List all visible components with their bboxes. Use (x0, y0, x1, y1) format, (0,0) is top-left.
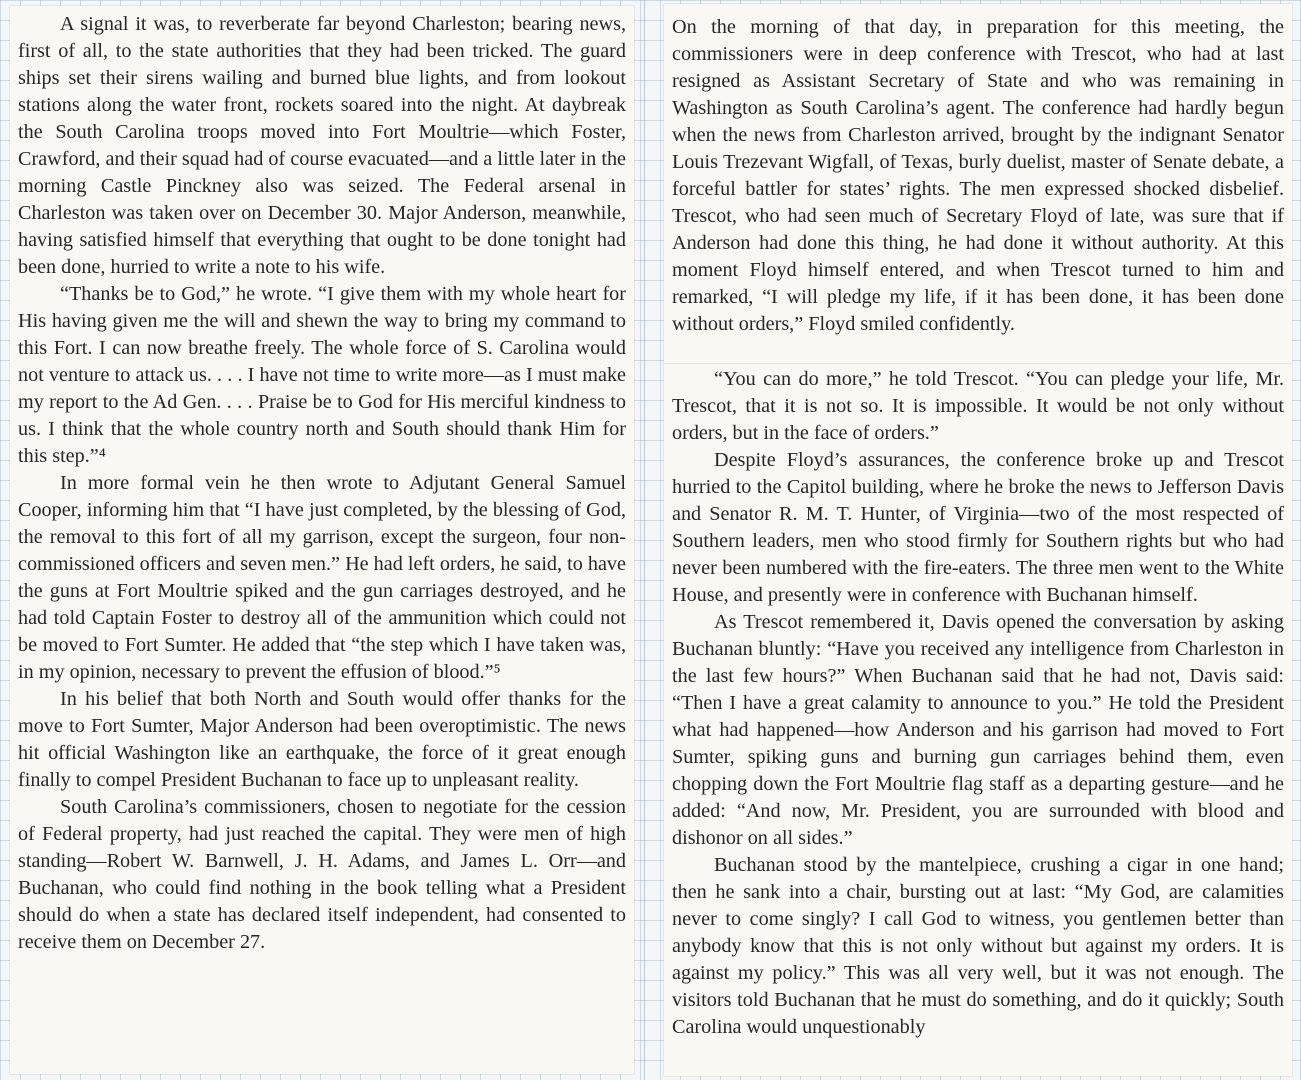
left-text-clipping (10, 6, 634, 1074)
right-top-column-text (672, 14, 1284, 338)
right-bottom-column-text (672, 366, 1284, 1041)
paragraph-adjutant-report: In more formal vein he then wrote to Adjutant General Samuel Cooper, informing him that “I have just completed, by the blessing of God, the removal to this fort of all my garrison, except the surgeon, four non-commissioned officers and seven men.” He had left orders, he said, to have the guns at Fort Moultrie spiked and the gun carriages destroyed, and he had told Captain Foster to destroy all of the ammunition which could not be moved to Fort Sumter. He added that “the step which I have taken was, in my opinion, necessary to prevent the effusion of blood.”⁵ (18, 472, 626, 683)
paragraph-buchanan-reaction: Buchanan stood by the mantelpiece, crushing a cigar in one hand; then he sank into a chair, bursting out at last: “My God, are calamities never to come singly? I call God to witness, you gentlemen better than anybody know that this is not only without but against my orders. It is against my policy.” This was all very well, but it was not enough. The visitors told Buchanan that he must do something, and do it quickly; South Carolina would unquestionably (672, 854, 1284, 1038)
paragraph-floyd-reply: “You can do more,” he told Trescot. “You can pledge your life, Mr. Trescot, that it is not so. It is impossible. It would be not only without orders, but in the face of orders.” (672, 368, 1284, 444)
left-column-text (18, 11, 626, 956)
paragraph-capitol: Despite Floyd’s assurances, the conference broke up and Trescot hurried to the Capitol building, where he broke the news to Jefferson Davis and Senator R. M. T. Hunter, of Virginia—two of the most respected of Southern leaders, men who stood firmly for Southern rights but who had never been numbered with the fire-eaters. The three men went to the White House, and presently were in conference with Buchanan himself. (672, 449, 1284, 606)
paragraph-overoptimistic: In his belief that both North and South would offer thanks for the move to Fort Sumter, Major Anderson had been overoptimistic. The news hit official Washington like an earthquake, the force of it great enough finally to compel President Buchanan to face up to unpleasant reality. (18, 688, 626, 791)
right-top-text-clipping (664, 4, 1292, 364)
notebook-gutter-line (644, 0, 645, 1080)
paragraph-davis-conversation: As Trescot remembered it, Davis opened the conversation by asking Buchanan bluntly: “Have you received any intelligence from Charleston in the last few hours?” When Buchanan said that he had not, Davis said: “Then I have a great calamity to announce to you.” He told the President what had happened—how Anderson and his garrison had moved to Fort Sumter, spiking guns and burning gun carriages behind them, even chopping down the Fort Moultrie flag staff as a departing gesture—and he added: “And now, Mr. President, you are surrounded with blood and dishonor on all sides.” (672, 611, 1284, 849)
paragraph-thanks-letter: “Thanks be to God,” he wrote. “I give them with my whole heart for His having given me the will and shewn the way to bring my command to this Fort. I can now breathe freely. The whole force of S. Carolina would not venture to attack us. . . . I have not time to write more—as I must make my report to the Ad Gen. . . . Praise be to God for His merciful kindness to us. I think that the whole country north and South should thank Him for this step.”⁴ (18, 283, 626, 467)
paragraph-morning-conference: On the morning of that day, in preparation for this meeting, the commissioners were in deep conference with Trescot, who had at last resigned as Assistant Secretary of State and who was remaining in Washington as South Carolina’s agent. The conference had hardly begun when the news from Charleston arrived, brought by the indignant Senator Louis Trezevant Wigfall, of Texas, burly duelist, master of Senate debate, a forceful battler for states’ rights. The men expressed shocked disbelief. Trescot, who had seen much of Secretary Floyd of late, was sure that if Anderson had done this thing, he had done it without authority. At this moment Floyd himself entered, and when Trescot turned to him and remarked, “I will pledge my life, if it has been done, it has been done without orders,” Floyd smiled confidently. (672, 16, 1284, 335)
paragraph-signal: A signal it was, to reverberate far beyond Charleston; bearing news, first of all, to the state authorities that they had been tricked. The guard ships set their sirens wailing and burned blue lights, and from lookout stations along the water front, rockets soared into the night. At daybreak the South Carolina troops moved into Fort Moultrie—which Foster, Crawford, and their squad had of course evacuated—and a little later in the morning Castle Pinckney also was seized. The Federal arsenal in Charleston was taken over on December 30. Major Anderson, meanwhile, having satisfied himself that everything that ought to be done tonight had been done, hurried to write a note to his wife. (18, 13, 626, 278)
right-bottom-text-clipping (664, 364, 1292, 1076)
paragraph-commissioners: South Carolina’s commissioners, chosen to negotiate for the cession of Federal property, had just reached the capital. They were men of high standing—Robert W. Barnwell, J. H. Adams, and James L. Orr—and Buchanan, who could find nothing in the book telling what a President should do when a state has declared itself independent, had consented to receive them on December 27. (18, 796, 626, 953)
